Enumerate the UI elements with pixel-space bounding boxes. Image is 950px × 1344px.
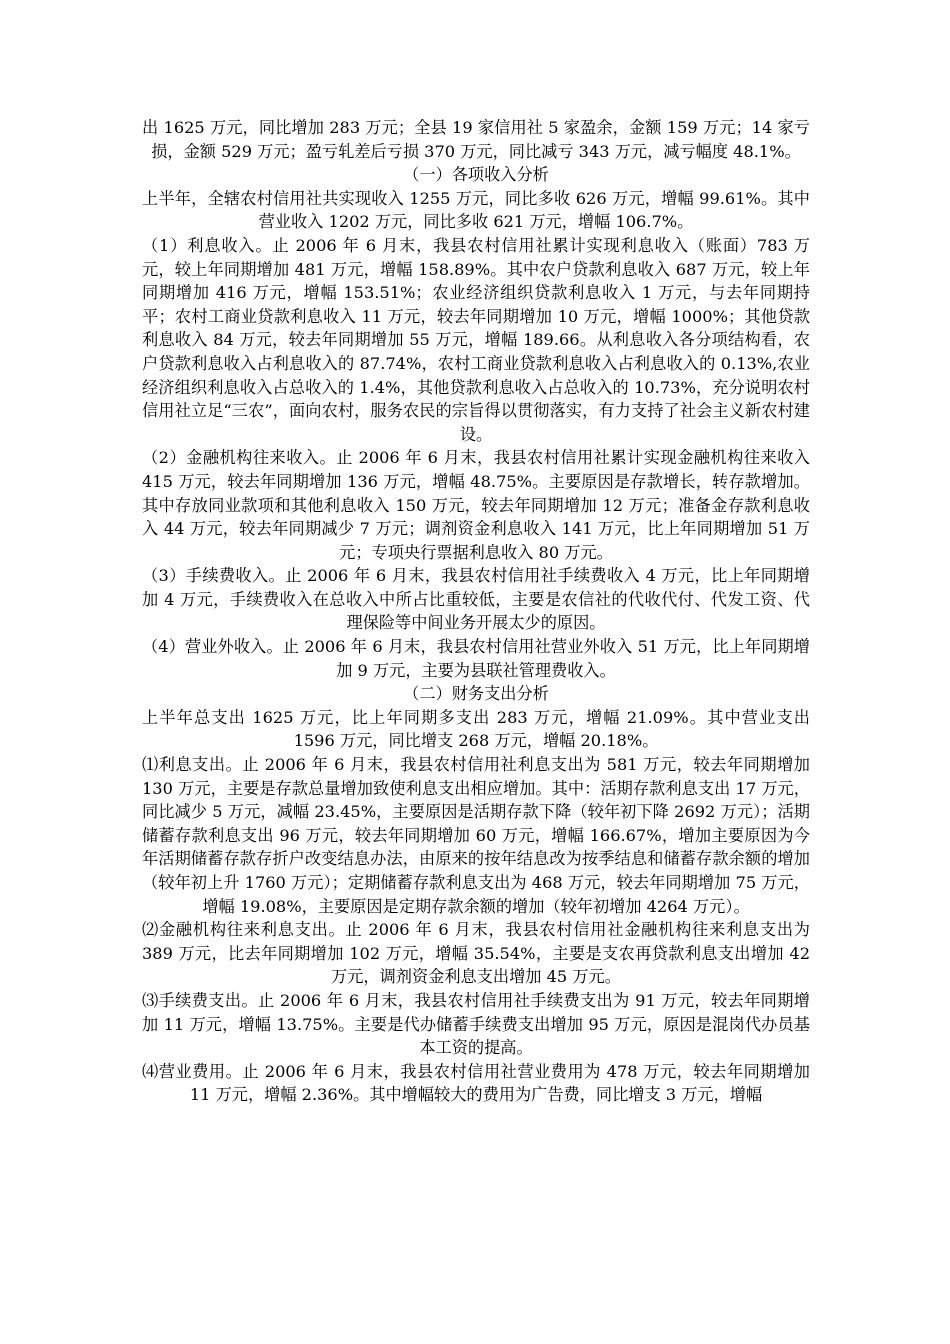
paragraph-interbank-expense: ⑵金融机构往来利息支出。止 2006 年 6 月末，我县农村信用社金融机构往来利息支出为 389 万元，比去年同期增加 102 万元，增幅 35.54%，主要是支农再贷款利息支出增加 42 万元，调剂资金利息支出增加 45 万元。 <box>142 920 810 987</box>
paragraph-fee-income: （3）手续费收入。止 2006 年 6 月末，我县农村信用社手续费收入 4 万元，比上年同期增加 4 万元，手续费收入在总收入中所占比重较低，主要是农信社的代收代付、代发工资、代理保险等中间业务开展太少的原因。 <box>142 566 810 633</box>
paragraph-income-overview: 上半年，全辖农村信用社共实现收入 1255 万元，同比多收 626 万元，增幅 99.61%。其中营业收入 1202 万元，同比多收 621 万元，增幅 106.7%。 <box>142 188 810 232</box>
paragraph-interbank-income: （2）金融机构往来收入。止 2006 年 6 月末，我县农村信用社累计实现金融机构往来收入 415 万元，较去年同期增加 136 万元，增幅 48.75%。主要原因是存款增长，转存款增加。其中存放同业款项和其他利息收入 150 万元，较去年同期增加 12 万元；准备金存款利息收入 44 万元，较去年同期减少 7 万元；调剂资金利息收入 141 万元，比上年同期增加 51 万元；专项央行票据利息收入 80 万元。 <box>142 448 810 562</box>
paragraph-fee-expense: ⑶手续费支出。止 2006 年 6 月末，我县农村信用社手续费支出为 91 万元，较去年同期增加 11 万元，增幅 13.75%。主要是代办储蓄手续费支出增加 95 万元，原因是混岗代办员基本工资的提高。 <box>142 990 810 1058</box>
paragraph-nonoperating-income: （4）营业外收入。止 2006 年 6 月末，我县农村信用社营业外收入 51 万元，比上年同期增加 9 万元，主要为县联社管理费收入。 <box>142 637 810 680</box>
paragraph-expense-overview: 上半年总支出 1625 万元，比上年同期多支出 283 万元，增幅 21.09%。其中营业支出 1596 万元，同比增支 268 万元，增幅 20.18%。 <box>142 707 810 751</box>
paragraph-profit-summary: 出 1625 万元，同比增加 283 万元；全县 19 家信用社 5 家盈余，金额 159 万元；14 家亏损，金额 529 万元；盈亏轧差后亏损 370 万元，同比减亏 343 万元，减亏幅度 48.1%。 <box>142 118 810 161</box>
paragraph-interest-income: （1）利息收入。止 2006 年 6 月末，我县农村信用社累计实现利息收入（账面）783 万元，较上年同期增加 481 万元，增幅 158.89%。其中农户贷款利息收入 687 万元，较上年同期增加 416 万元，增幅 153.51%；农业经济组织贷款利息收入 1 万元，与去年同期持平；农村工商业贷款利息收入 11 万元，较去年同期增加 10 万元，增幅 1000%；其他贷款利息收入 84 万元，较去年同期增加 55 万元，增幅 189.66。从利息收入各分项结构看，农户贷款利息收入占利息收入的 87.74%，农村工商业贷款利息收入占利息收入的 0.13%,农业经济组织利息收入占总收入的 1.4%，其他贷款利息收入占总收入的 10.73%，充分说明农村信用社立足“三农”，面向农村，服务农民的宗旨得以贯彻落实，有力支持了社会主义新农村建设。 <box>142 235 810 444</box>
paragraph-operating-expense: ⑷营业费用。止 2006 年 6 月末，我县农村信用社营业费用为 478 万元，较去年同期增加 11 万元，增幅 2.36%。其中增幅较大的费用为广告费，同比增支 3 万元，增幅 <box>142 1061 810 1105</box>
section-heading-income: （一）各项收入分析 <box>403 165 549 185</box>
paragraph-interest-expense: ⑴利息支出。止 2006 年 6 月末，我县农村信用社利息支出为 581 万元，较去年同期增加 130 万元，主要是存款总量增加致使利息支出相应增加。其中：活期存款利息支出 17 万元，同比减少 5 万元，减幅 23.45%，主要原因是活期存款下降（较年初下降 2692 万元）；活期储蓄存款利息支出 96 万元，较去年同期增加 60 万元，增幅 166.67%，增加主要原因为今年活期储蓄存款存折户改变结息办法，由原来的按年结息改为按季结息和储蓄存款余额的增加（较年初上升 1760 万元）；定期储蓄存款利息支出为 468 万元，较去年同期增加 75 万元，增幅 19.08%，主要原因是定期存款余额的增加（较年初增加 4264 万元）。 <box>142 755 810 916</box>
section-heading-expense: （二）财务支出分析 <box>403 684 549 704</box>
document-body <box>142 116 810 1107</box>
